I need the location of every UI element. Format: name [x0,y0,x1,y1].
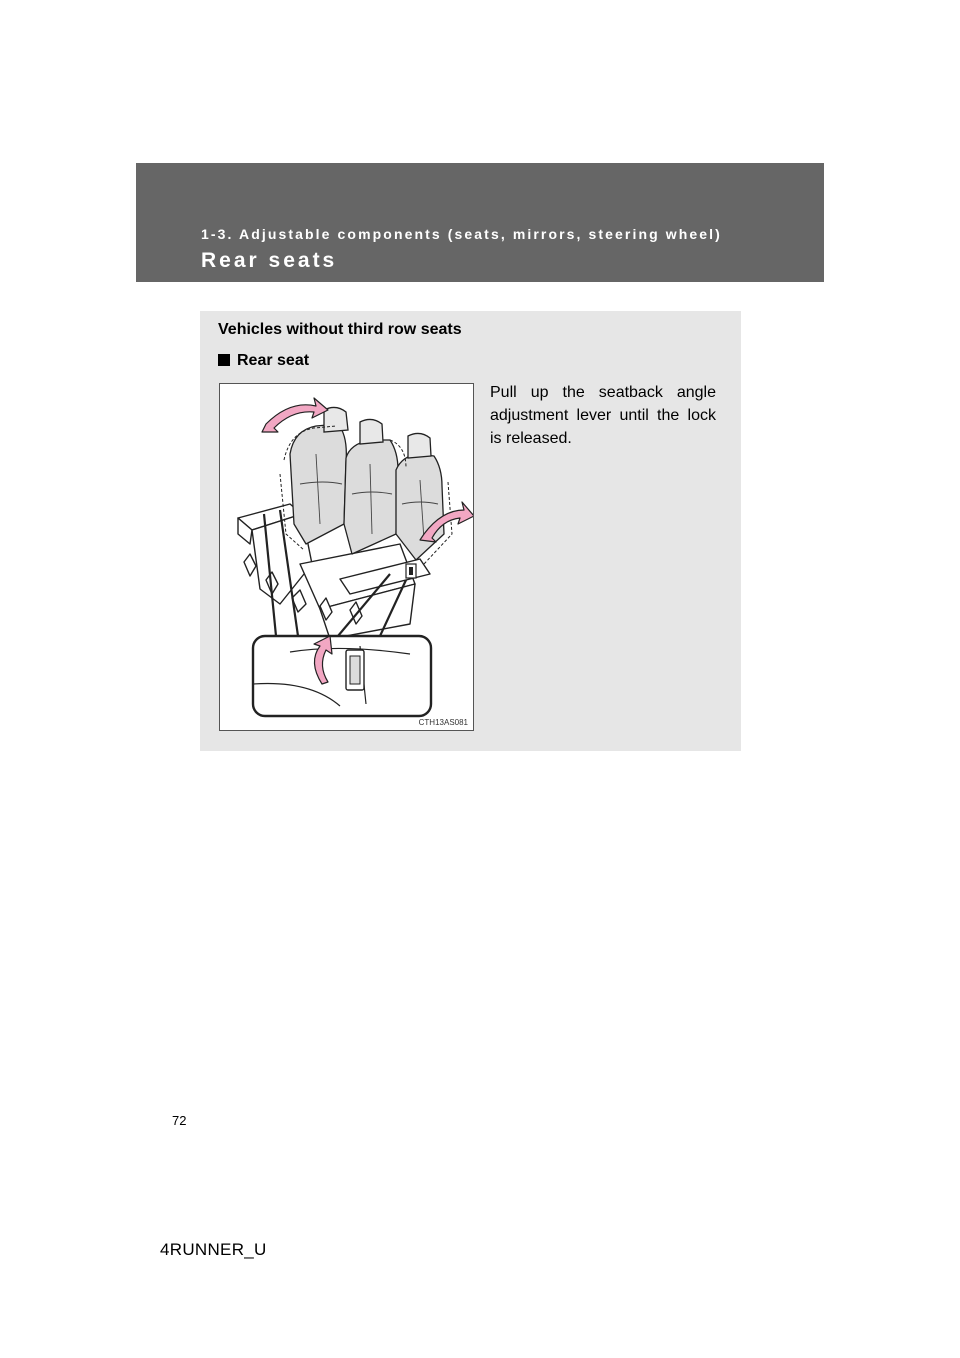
document-code: 4RUNNER_U [160,1240,267,1259]
figure-code: CTH13AS081 [418,718,468,727]
page-heading: Rear seats [201,249,338,272]
box-title: Vehicles without third row seats [218,321,462,338]
page-number: 72 [172,1113,187,1128]
sub-heading-label: Rear seat [237,352,310,369]
content-box [200,311,741,751]
seatback-right [396,454,444,560]
seatback-left [290,424,346,544]
chapter-header [136,163,824,282]
headrest-left [324,407,348,432]
rear-seat-lever-drawing [220,384,473,730]
section-path: 1-3. Adjustable components (seats, mirrors, steering wheel) [201,226,722,242]
sub-heading [218,352,309,370]
headrest-right [408,433,431,458]
instruction-text: Pull up the seatback angle adjustment lever until the lock is released. [490,384,716,447]
seat-illustration [219,383,474,731]
headrest-center [360,419,383,444]
square-bullet-icon [218,354,230,366]
